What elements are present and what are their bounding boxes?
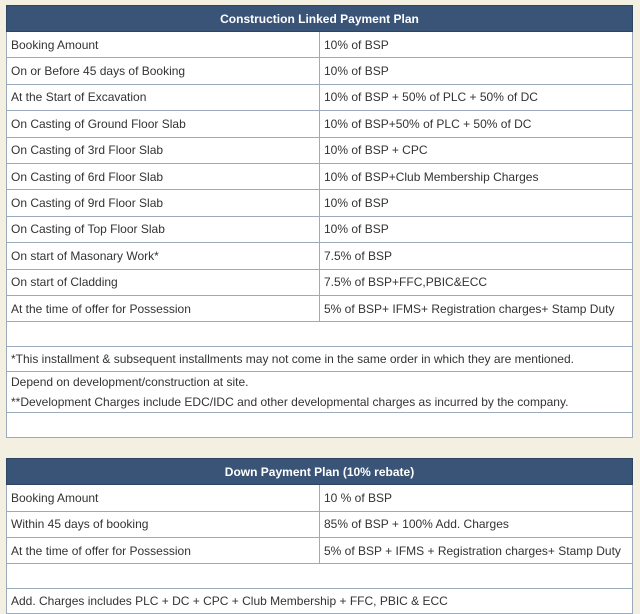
construction-linked-plan-table	[6, 5, 633, 438]
section-gap	[6, 438, 633, 458]
installment-note: *This installment & subsequent installments may not come in the same order in which they are mentioned.	[7, 347, 633, 372]
table-row	[7, 269, 633, 295]
development-note-cell	[7, 372, 633, 413]
table-row	[7, 295, 633, 321]
table-row	[7, 137, 633, 163]
stage-cell: At the time of offer for Possession	[7, 295, 320, 321]
table-row	[7, 163, 633, 189]
table-row	[7, 32, 633, 58]
payment-cell: 5% of BSP+ IFMS+ Registration charges+ Stamp Duty	[320, 295, 633, 321]
construction-plan-title: Construction Linked Payment Plan	[7, 6, 633, 32]
stage-cell: On Casting of Ground Floor Slab	[7, 111, 320, 137]
payment-cell: 10% of BSP+50% of PLC + 50% of DC	[320, 111, 633, 137]
table-row	[7, 190, 633, 216]
payment-cell: 10% of BSP + CPC	[320, 137, 633, 163]
payment-cell: 10% of BSP+Club Membership Charges	[320, 163, 633, 189]
stage-cell: On start of Cladding	[7, 269, 320, 295]
note-row-add-charges	[7, 589, 633, 614]
payment-cell: 10% of BSP	[320, 190, 633, 216]
stage-cell: On start of Masonary Work*	[7, 243, 320, 269]
table-header-row	[7, 6, 633, 32]
stage-cell: On Casting of Top Floor Slab	[7, 216, 320, 242]
table-row	[7, 111, 633, 137]
construction-plan-rows	[7, 32, 633, 322]
table-row	[7, 216, 633, 242]
stage-cell: On Casting of 6rd Floor Slab	[7, 163, 320, 189]
table-row	[7, 538, 633, 564]
payment-cell: 10% of BSP	[320, 32, 633, 58]
payment-cell: 10 % of BSP	[320, 485, 633, 511]
down-payment-plan-rows	[7, 485, 633, 564]
table-row	[7, 485, 633, 511]
stage-cell: On Casting of 3rd Floor Slab	[7, 137, 320, 163]
stage-cell: At the time of offer for Possession	[7, 538, 320, 564]
stage-cell: Within 45 days of booking	[7, 511, 320, 537]
payment-cell: 10% of BSP	[320, 216, 633, 242]
payment-cell: 7.5% of BSP+FFC,PBIC&ECC	[320, 269, 633, 295]
table-row	[7, 84, 633, 110]
stage-cell: On Casting of 9rd Floor Slab	[7, 190, 320, 216]
payment-cell: 10% of BSP	[320, 58, 633, 84]
payment-cell: 5% of BSP + IFMS + Registration charges+ Stamp Duty	[320, 538, 633, 564]
add-charges-note: Add. Charges includes PLC + DC + CPC + Club Membership + FFC, PBIC & ECC	[7, 589, 633, 614]
table-row	[7, 58, 633, 84]
stage-cell: On or Before 45 days of Booking	[7, 58, 320, 84]
table-header-row	[7, 459, 633, 485]
table-row	[7, 511, 633, 537]
down-payment-plan-table	[6, 458, 633, 614]
blank-row	[7, 322, 633, 347]
development-charges-note: **Development Charges include EDC/IDC and other developmental charges as incurred by the company.	[11, 395, 569, 410]
down-payment-plan-title: Down Payment Plan (10% rebate)	[7, 459, 633, 485]
table-row	[7, 243, 633, 269]
stage-cell: Booking Amount	[7, 485, 320, 511]
blank-row	[7, 564, 633, 589]
payment-cell: 10% of BSP + 50% of PLC + 50% of DC	[320, 84, 633, 110]
payment-cell: 7.5% of BSP	[320, 243, 633, 269]
blank-row	[7, 413, 633, 438]
note-row-development	[7, 372, 633, 413]
stage-cell: At the Start of Excavation	[7, 84, 320, 110]
payment-plan-page	[6, 0, 633, 608]
payment-cell: 85% of BSP + 100% Add. Charges	[320, 511, 633, 537]
note-row-installment	[7, 347, 633, 372]
depend-note: Depend on development/construction at site.	[11, 375, 249, 390]
stage-cell: Booking Amount	[7, 32, 320, 58]
